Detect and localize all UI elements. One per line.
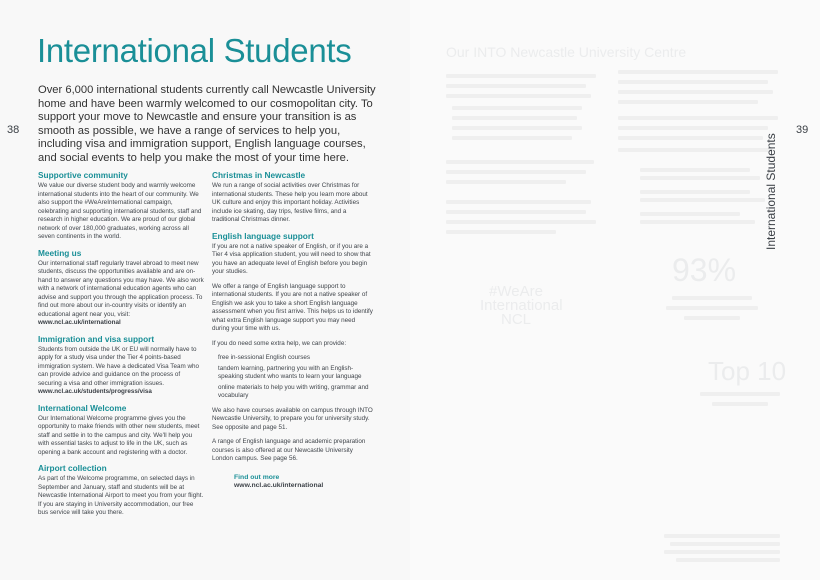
english-p4: We also have courses available on campus through INTO Newcastle University, to prepare you for university study. See opposite and page 51. [212,406,373,431]
hashtag-line-2: International [480,297,563,314]
immigration-heading: Immigration and visa support [38,333,155,344]
faded-text-line [446,180,566,184]
intro-paragraph: Over 6,000 international students currently call Newcastle University home and have been warmly welcomed to our cosmopolitan city. To support your move to Newcastle and ensure your transition is as smooth as possible, we have a range of services to help you, including visa and immigration support, English language courses, and social events to help you make the most of your time here. [38,84,376,164]
faded-text-line [618,80,768,84]
faded-text-line [452,136,572,140]
faded-text-line [666,306,758,310]
faded-text-line [618,100,758,104]
english-p5: A range of English language and academic preparation courses is also offered at our Newcastle University London campus. See page 56. [212,438,366,462]
english-support-list [212,354,374,401]
faded-hashtag [480,283,563,328]
christmas-body: We run a range of social activities over Christmas for international students. These help you learn more about UK culture and enjoy this important holiday. Activities include ice skating, day trips, festive films, and a traditional Christmas dinner. [212,182,368,223]
christmas-heading: Christmas in Newcastle [212,170,306,180]
faded-text-line [640,176,760,180]
list-item: tandem learning, partnering you with an English-speaking student who wants to learn your language [218,364,362,380]
faded-text-line [452,116,577,120]
faded-text-line [446,84,586,88]
page-number-right: 39 [796,124,809,136]
list-item: free in-sessional English courses [218,354,311,361]
faded-text-line [712,402,768,406]
airport-body: As part of the Welcome programme, on selected days in September and January, staff and students will be at Newcastle International Airport to meet you from your flight. If you are staying in University accommodation, our free bus service will take you there. [38,475,204,516]
list-item: online materials to help you with writing, grammar and vocabulary [218,383,369,399]
page-title: International Students [37,32,352,69]
meeting-body: Our international staff regularly travel abroad to meet new students, discuss the opportunities available and are on-hand to answer any questions you may have. We also work with a network of international education agents who can advise and support you through the application process. To find out more about our in-country visits or identify an educational agent near you, visit: [38,259,204,318]
faded-text-line [618,90,773,94]
faded-stat-top10: Top 10 [708,356,787,386]
faded-text-line [446,230,556,234]
find-out-more-link[interactable]: www.ncl.ac.uk/international [234,482,324,489]
faded-text-line [640,168,750,172]
immigration-link[interactable]: www.ncl.ac.uk/students/progress/visa [38,388,152,395]
faded-stat-93: 93% [672,252,737,288]
faded-text-line [618,148,773,152]
faded-text-line [700,392,780,396]
faded-text-line [446,210,586,214]
supportive-heading: Supportive community [38,170,128,180]
immigration-paragraph [38,346,204,397]
english-p3: If you do need some extra help, we can provide: [212,339,347,347]
faded-text-line [618,136,763,140]
faded-text-line [672,296,752,300]
faded-text-line [618,126,768,130]
meeting-link[interactable]: www.ncl.ac.uk/international [38,319,121,326]
faded-text-line [446,200,591,204]
faded-text-line [618,116,778,120]
faded-text-line [664,534,780,538]
english-p2: We offer a range of English language support to international students. If you are not a native speaker of English we ask you to take a short English language assessment when you first arrive. This helps us to identify what extra English language support you may need during your time with us. [212,282,373,332]
faded-text-line [452,126,582,130]
faded-text-line [452,106,582,110]
english-heading: English language support [212,230,314,241]
left-column [38,170,204,524]
side-title: International Students [764,133,778,250]
hashtag-line-3: NCL [500,311,531,328]
faded-text-line [664,550,780,554]
middle-column [212,170,374,491]
hashtag-line-1: #WeAre [489,283,543,300]
welcome-heading: International Welcome [38,402,127,413]
english-p1: If you are not a native speaker of English, or if you are a Tier 4 visa application student, you will need to show that you have an adequate level of English before you begin your studies. [212,242,371,275]
faded-text-line [640,198,765,202]
faded-text-line [640,220,755,224]
immigration-body: Students from outside the UK or EU will normally have to apply for a study visa under the Tier 4 points-based immigration system. We have a dedicated Visa Team who can provide advice and guidance on the process of securing a visa and other immigration issues. [38,345,199,387]
find-out-more [234,474,374,491]
faded-text-line [618,70,778,74]
faded-text-line [446,74,596,78]
find-out-more-heading: Find out more [234,473,280,481]
meeting-heading: Meeting us [38,247,82,258]
faded-text-line [640,190,750,194]
faded-heading: Our INTO Newcastle University Centre [446,44,687,60]
faded-text-line [446,170,586,174]
faded-text-line [446,220,596,224]
faded-text-line [446,94,591,98]
page-number-left: 38 [7,124,20,136]
faded-text-line [684,316,740,320]
airport-heading: Airport collection [38,463,107,473]
faded-text-line [670,542,780,546]
faded-text-line [640,212,740,216]
faded-text-line [446,160,594,164]
meeting-paragraph [38,260,204,328]
welcome-body: Our International Welcome programme gives you the opportunity to make friends with other new students, meet staff and settle in to the campus and city. We'll help you with essential tasks to adjust to life in the UK, such as opening a bank account and registering with a doctor. [38,414,200,456]
faded-text-line [676,558,780,562]
supportive-body: We value our diverse student body and warmly welcome international students into the heart of our community. We also support the #WeAreInternational campaign, celebrating and supporting international students, staff and research in higher education. We are proud of our global network of over 180,000 graduates, working across all seven continents in the world. [38,182,202,240]
